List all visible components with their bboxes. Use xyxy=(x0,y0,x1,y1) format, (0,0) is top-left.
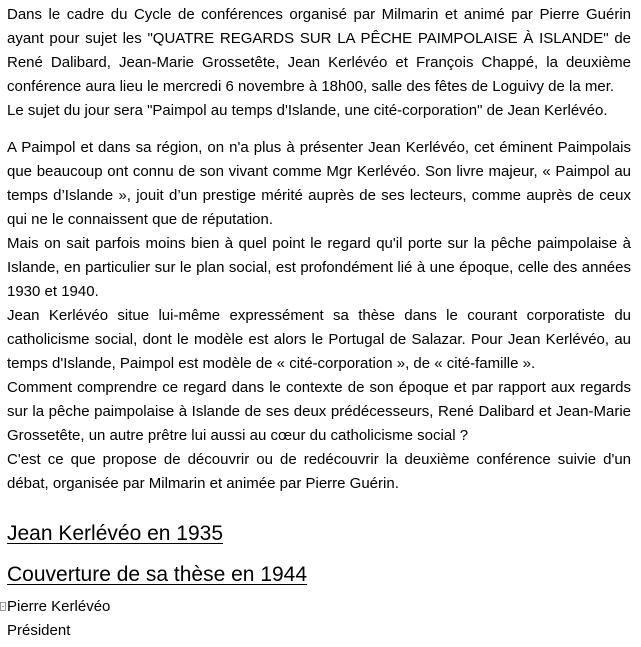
body-paragraph: Comment comprendre ce regard dans le contexte de son époque et par rapport aux regards sur la pêche paimpolaise à Islande de ses deux prédécesseurs, René Dalibard et Jean-Marie Grossetête, un autre prêtre lui aussi au cœur du catholicisme social ? xyxy=(7,379,631,444)
intro-subject-line: Le sujet du jour sera "Paimpol au temps d'Islande, une cité-corporation" de Jean Kerlévéo. xyxy=(7,102,608,119)
body-paragraph: A Paimpol et dans sa région, on n'a plus à présenter Jean Kerlévéo, cet éminent Paimpolais que beaucoup ont connu de son vivant comme Mgr Kerlévéo. Son livre majeur, « Paimpol au temps d’Islande », jouit d’un prestige mérité auprès de ses lecteurs, comme auprès de ceux qui ne le connaissent que de réputation. xyxy=(7,139,631,228)
signature-block xyxy=(7,595,631,643)
table-anchor-icon[interactable] xyxy=(0,602,6,611)
heading-portrait[interactable]: Jean Kerlévéo en 1935 xyxy=(7,522,223,545)
main-section xyxy=(7,136,631,496)
signature-role: Président xyxy=(7,622,71,639)
heading-cover[interactable]: Couverture de sa thèse en 1944 xyxy=(7,563,308,586)
body-paragraph: Jean Kerlévéo situe lui-même expressément sa thèse dans le courant corporatiste du catholicisme social, dont le modèle est alors le Portugal de Salazar. Pour Jean Kerlévéo, au temps d'Islande, Paimpol est modèle de « cité-corporation », de « cité-famille ». xyxy=(7,307,631,372)
signature-name: Pierre Kerlévéo xyxy=(7,598,111,615)
intro-paragraph: Dans le cadre du Cycle de conférences organisé par Milmarin et animé par Pierre Guérin ayant pour sujet les "QUATRE REGARDS SUR LA PÊCHE PAIMPOLAISE À ISLANDE" de René Dalibard, Jean-Marie Grossetête, Jean Kerlévéo et François Chappé, la deuxième conférence aura lieu le mercredi 6 novembre à 18h00, salle des fêtes de Loguivy de la mer. xyxy=(7,6,631,95)
intro-section xyxy=(7,0,631,123)
document-body xyxy=(7,0,631,643)
body-paragraph: C'est ce que propose de découvrir ou de redécouvrir la deuxième conférence suivie d'un débat, organisée par Milmarin et animée par Pierre Guérin. xyxy=(7,451,631,492)
body-paragraph: Mais on sait parfois moins bien à quel point le regard qu'il porte sur la pêche paimpolaise à Islande, en particulier sur le plan social, est profondément lié à une époque, celle des années 1930 et 1940. xyxy=(7,235,631,300)
